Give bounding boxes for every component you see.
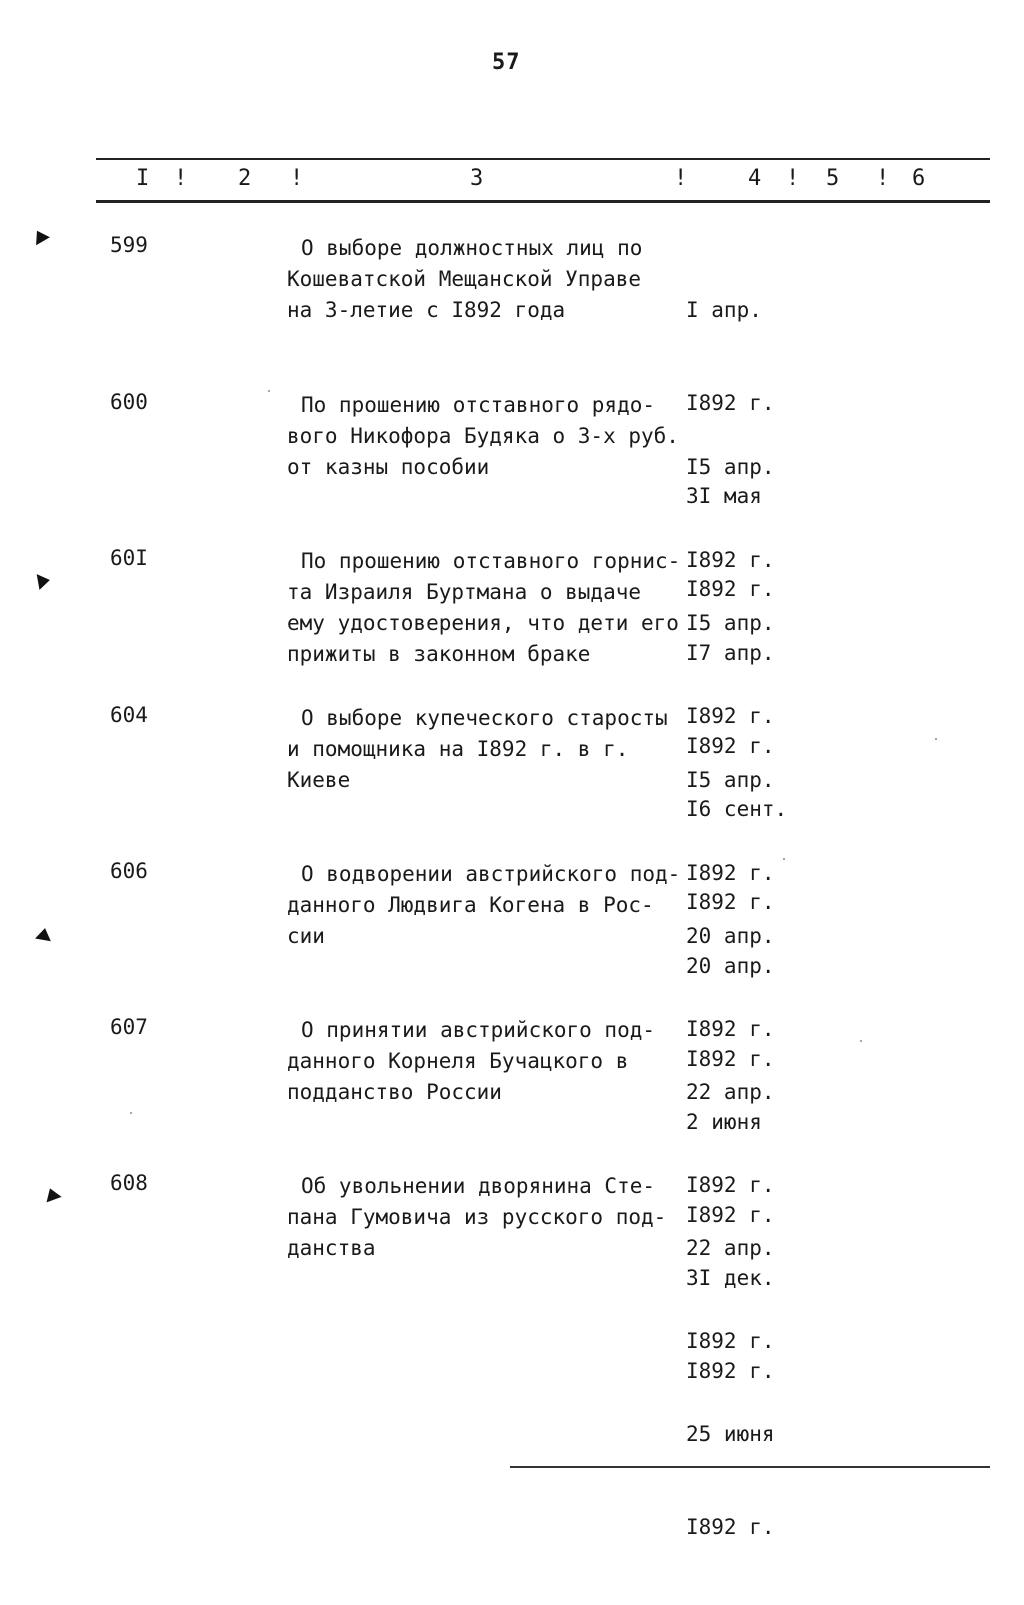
title-line: прижиты в законном браке (287, 642, 591, 666)
title-line: О принятии австрийского под- (301, 1018, 656, 1042)
date-line: I5 апр. (686, 768, 775, 792)
title-line: данства (287, 1236, 376, 1260)
date-line: 2 июня (686, 1110, 762, 1134)
title-line: вого Никофора Будяка о 3-х руб. (287, 424, 679, 448)
scan-speck (130, 1112, 132, 1114)
date-line: 22 апр. (686, 1236, 775, 1260)
date-line: 20 апр. (686, 924, 775, 948)
date-line: I892 г. (686, 1515, 775, 1539)
case-title (287, 703, 668, 796)
date-line: I892 г. (686, 391, 775, 415)
title-line: подданство России (287, 1080, 502, 1104)
scan-speck (783, 858, 785, 860)
date-line: I892 г. (686, 1329, 775, 1353)
scan-speck (860, 1040, 862, 1042)
case-title (287, 390, 679, 483)
title-line: По прошению отставного рядо- (301, 393, 656, 417)
column-header-4: 4 (748, 166, 762, 191)
scan-speck (935, 738, 937, 740)
punch-hole-mark (30, 227, 50, 245)
scan-speck (268, 390, 270, 392)
column-header-5: 5 (826, 166, 840, 191)
column-separator: ! (290, 166, 304, 191)
punch-hole-mark (42, 1186, 61, 1203)
title-line: на 3-летие с I892 года (287, 298, 566, 322)
date-line: I892 г. (686, 861, 775, 885)
header-rule-top (96, 158, 990, 160)
title-line: О выборе должностных лиц по (301, 236, 643, 260)
date-line: I5 апр. (686, 611, 775, 635)
column-separator: ! (674, 166, 688, 191)
column-header-1: I (136, 166, 150, 191)
title-line: О водворении австрийского под- (301, 862, 681, 886)
title-line: и помощника на I892 г. в г. (287, 737, 629, 761)
column-header-2: 2 (238, 166, 252, 191)
column-separator: ! (174, 166, 188, 191)
date-line: I5 апр. (686, 455, 775, 479)
column-header-3: 3 (470, 166, 484, 191)
title-line: Об увольнении дворянина Сте- (301, 1174, 656, 1198)
bottom-rule (510, 1466, 990, 1468)
title-line: пана Гумовича из русского под- (287, 1205, 667, 1229)
date-line: 3I мая (686, 484, 762, 508)
case-title (287, 859, 680, 952)
case-number: 604 (110, 703, 148, 727)
date-line: I892 г. (686, 1203, 775, 1227)
case-number: 607 (110, 1015, 148, 1039)
date-line: 3I дек. (686, 1266, 775, 1290)
date-line: 20 апр. (686, 954, 775, 978)
date-line: 22 апр. (686, 1080, 775, 1104)
case-title (287, 233, 642, 326)
case-number: 600 (110, 390, 148, 414)
case-title (287, 1171, 666, 1264)
case-number: 608 (110, 1171, 148, 1195)
date-line: I892 г. (686, 890, 775, 914)
case-number: 606 (110, 859, 148, 883)
punch-hole-mark (37, 572, 52, 590)
title-line: Киеве (287, 768, 351, 792)
date-line: 25 июня (686, 1422, 775, 1446)
date-line: I892 г. (686, 1173, 775, 1197)
case-title (287, 546, 680, 670)
punch-hole-mark (35, 927, 53, 942)
title-line: По прошению отставного горнис- (301, 549, 681, 573)
title-line: данного Корнеля Бучацкого в (287, 1049, 629, 1073)
date-line: I892 г. (686, 1017, 775, 1041)
case-number: 60I (110, 546, 148, 570)
title-line: та Израиля Буртмана о выдаче (287, 580, 642, 604)
date-line: I апр. (686, 298, 762, 322)
date-line: I7 апр. (686, 641, 775, 665)
title-line: от казны пособии (287, 455, 490, 479)
case-dates (686, 1171, 775, 1605)
title-line: О выборе купеческого старосты (301, 706, 668, 730)
header-rule-bottom (96, 200, 990, 203)
column-header-6: 6 (912, 166, 926, 191)
date-line: I892 г. (686, 704, 775, 728)
title-line: сии (287, 924, 325, 948)
date-line: I892 г. (686, 1359, 775, 1383)
title-line: ему удостоверения, что дети его (287, 611, 679, 635)
title-line: данного Людвига Когена в Рос- (287, 893, 654, 917)
date-line: I892 г. (686, 577, 775, 601)
title-line: Кошеватской Мещанской Управе (287, 267, 642, 291)
column-separator: ! (876, 166, 890, 191)
date-line: I892 г. (686, 548, 775, 572)
case-number: 599 (110, 233, 148, 257)
page-number: 57 (492, 50, 521, 75)
case-title (287, 1015, 655, 1108)
date-line: I892 г. (686, 1047, 775, 1071)
date-line: I892 г. (686, 734, 775, 758)
date-line: I6 сент. (686, 797, 788, 821)
column-separator: ! (786, 166, 800, 191)
